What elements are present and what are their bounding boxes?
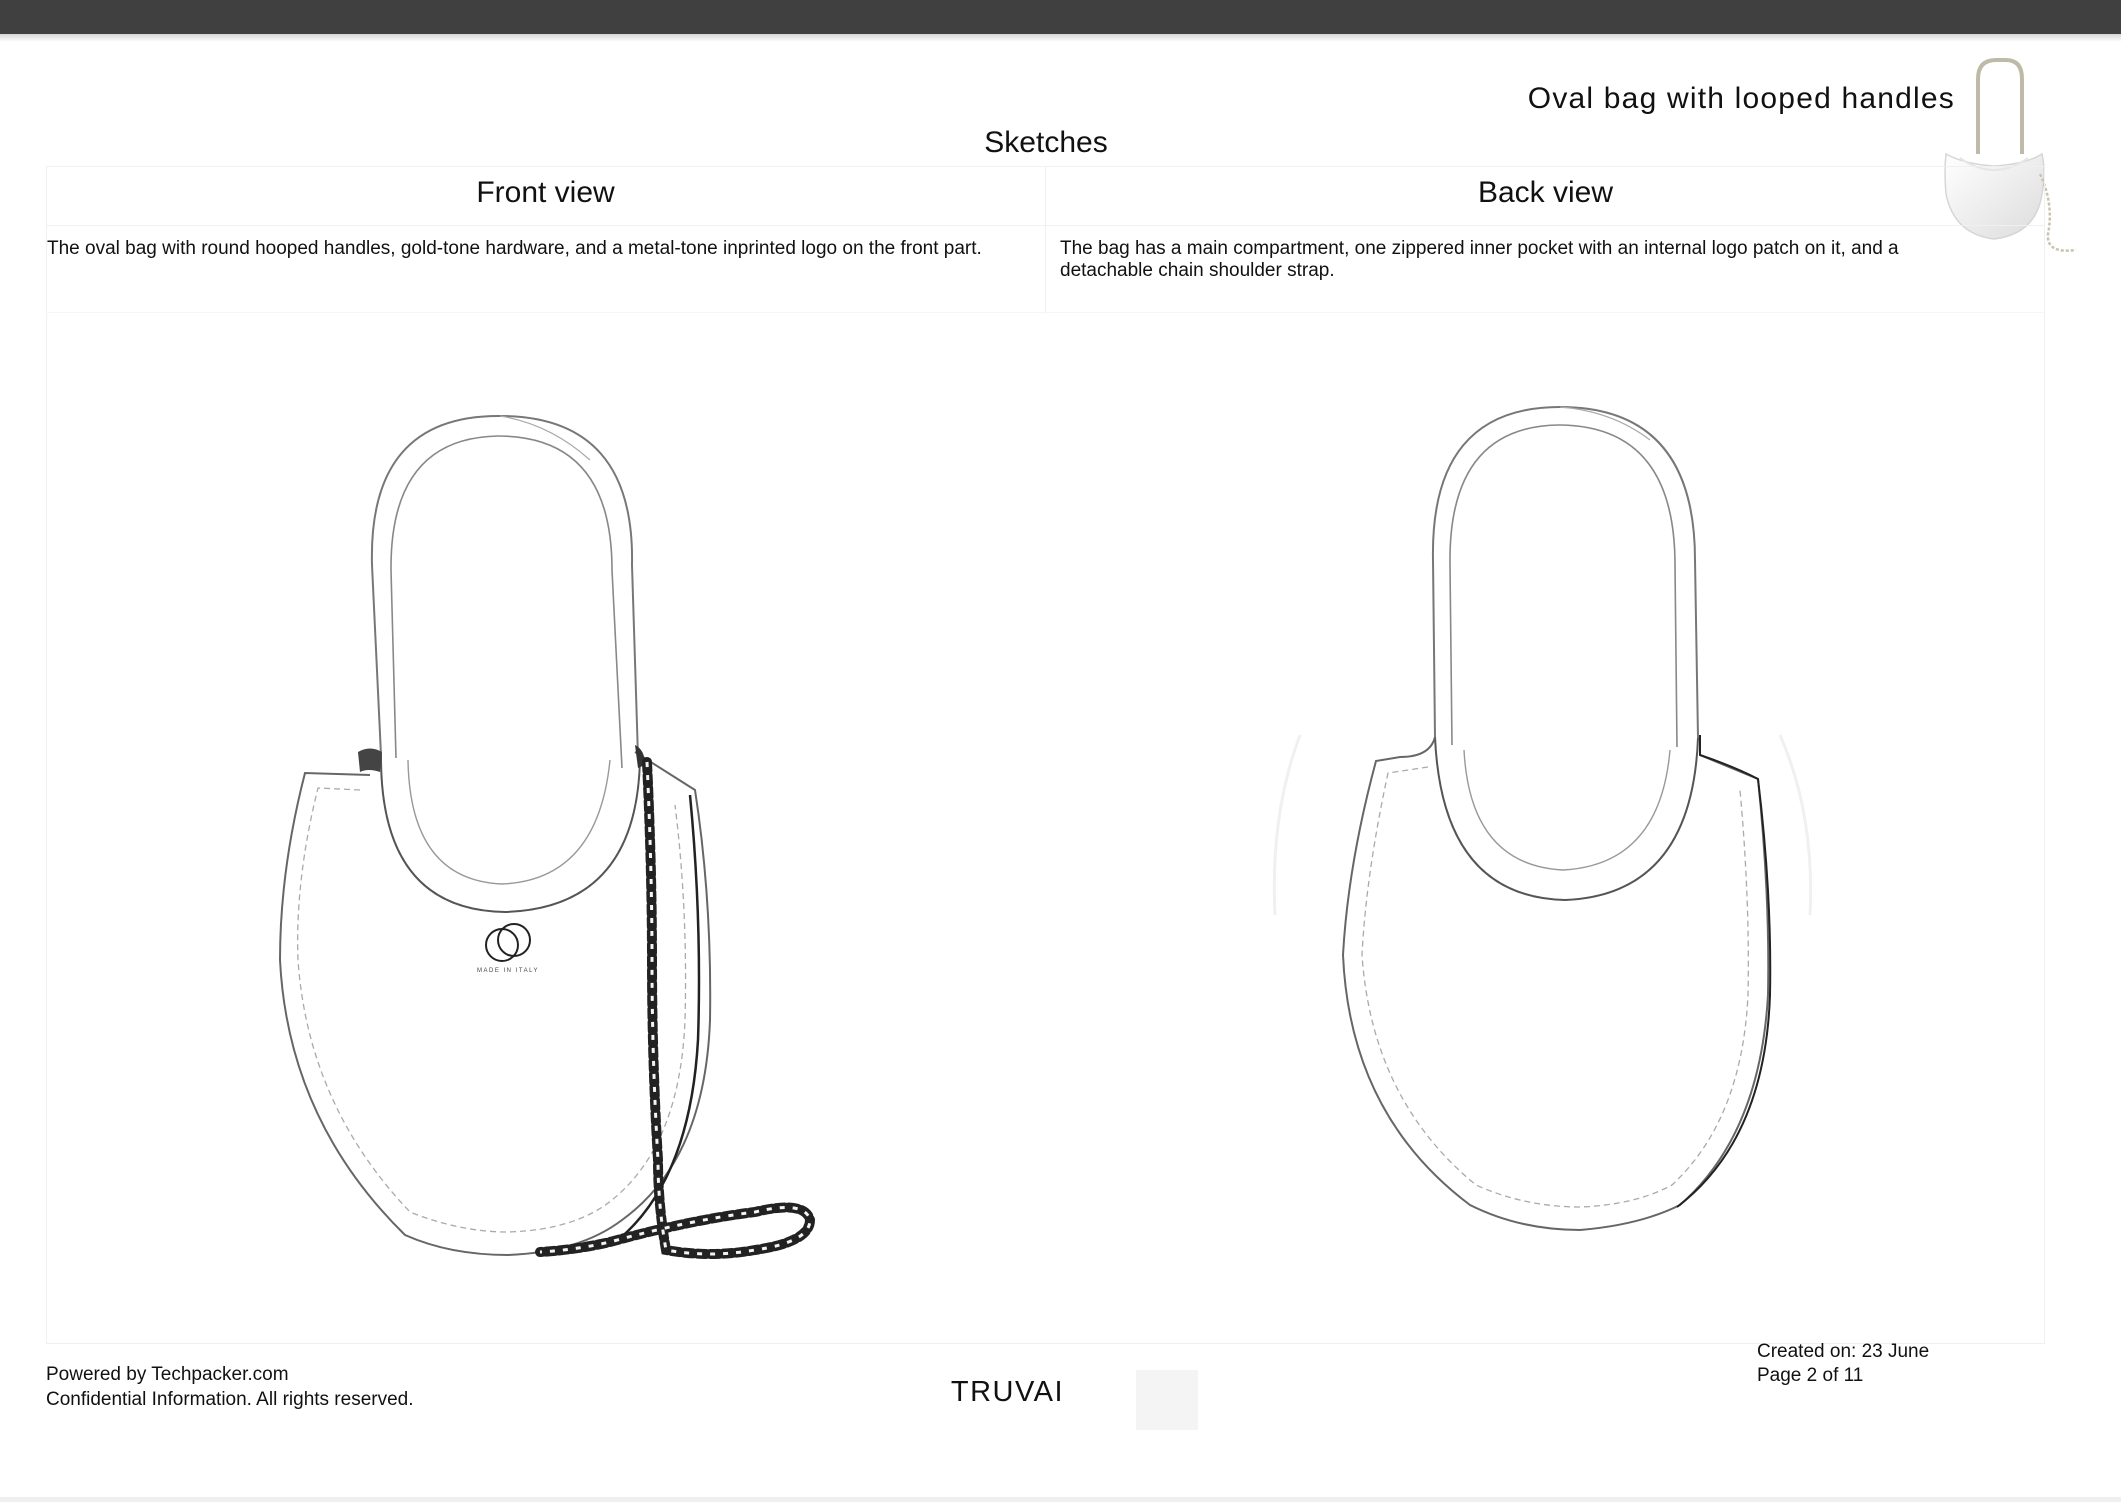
front-view-sketch xyxy=(250,400,850,1280)
brand-logo-placeholder xyxy=(1136,1370,1198,1430)
confidential-text: Confidential Information. All rights reserved. xyxy=(46,1389,414,1410)
product-title: Oval bag with looped handles xyxy=(1527,82,1955,115)
back-view-sketch xyxy=(1180,395,1900,1275)
brand-name: TRUVAI xyxy=(950,1376,1065,1408)
page-number: Page 2 of 11 xyxy=(1757,1365,1864,1386)
footer-meta xyxy=(1757,1340,1929,1388)
created-on-text: Created on: 23 June xyxy=(1757,1341,1930,1362)
back-view-description: The bag has a main compartment, one zippered inner pocket with an internal logo patch on it, and a detachable chain shoulder strap. xyxy=(1060,238,1899,281)
powered-by-text: Powered by Techpacker.com xyxy=(46,1364,289,1385)
footer-credits xyxy=(46,1362,414,1412)
front-view-heading: Front view xyxy=(476,176,615,209)
front-view-description: The oval bag with round hooped handles, gold-tone hardware, and a metal-tone inprinted logo on the front part. xyxy=(47,238,982,259)
table-divider xyxy=(46,312,2045,313)
logo-caption: MADE IN ITALY xyxy=(477,968,539,974)
viewer-toolbar xyxy=(0,0,2121,34)
page-bottom-edge xyxy=(0,1497,2121,1502)
toolbar-shadow xyxy=(0,34,2121,42)
section-title: Sketches xyxy=(984,126,1108,159)
back-view-heading: Back view xyxy=(1477,176,1614,209)
